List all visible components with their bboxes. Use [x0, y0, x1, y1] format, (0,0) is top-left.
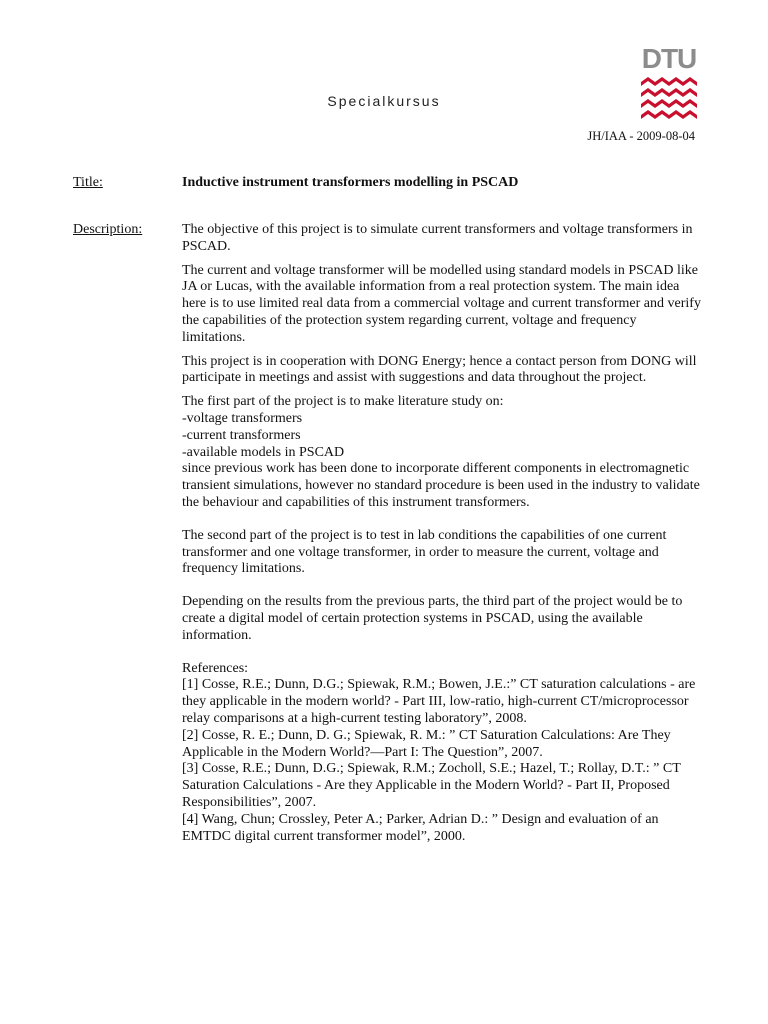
references-heading: References: [182, 660, 249, 676]
second-part-paragraph: The second part of the project is to test in lab conditions the capabilities of one current transformer and one voltage transformer, in order to measure the current, voltage and frequency limitations. [182, 527, 667, 577]
description-paragraph: The objective of this project is to simulate current transformers and voltage transformers in PSCAD. [182, 222, 693, 254]
reference-item: [1] Cosse, R.E.; Dunn, D.G.; Spiewak, R.M.; Bowen, J.E.:” CT saturation calculations - are they applicable in the modern world? - Part III, low-ratio, high-current CT/microprocessor relay comparisons at a high-current testing laboratory”, 2008. [182, 677, 696, 726]
references-block [182, 661, 702, 846]
reference-item: [2] Cosse, R. E.; Dunn, D. G.; Spiewak, R. M.: ” CT Saturation Calculations: Are They Applicable in the Modern World?—Part I: The Question”, 2007. [182, 727, 671, 760]
course-heading: Specialkursus [327, 93, 441, 109]
dtu-logo-text: DTU [641, 43, 697, 74]
reference-item: [3] Cosse, R.E.; Dunn, D.G.; Spiewak, R.M.; Zocholl, S.E.; Hazel, T.; Rollay, D.T.: ” CT Saturation Calculations - Are they Applicable in the Modern World? - Part II, Proposed Responsibilities”, 2007. [182, 761, 681, 810]
third-part-paragraph: Depending on the results from the previous parts, the third part of the project would be to create a digital model of certain protection systems in PSCAD, using the available information. [182, 594, 683, 643]
literature-item: -available models in PSCAD [182, 444, 345, 460]
title-label: Title: [73, 175, 103, 190]
literature-note: since previous work has been done to incorporate different components in electromagnetic transient simulations, however no standard procedure is been used in the industry to validate the behaviour and capabilities of this instrument transformers. [182, 461, 700, 510]
literature-item: -voltage transformers [182, 410, 303, 426]
reference-item: [4] Wang, Chun; Crossley, Peter A.; Parker, Adrian D.: ” Design and evaluation of an EMTDC digital current transformer model”, 2000. [182, 811, 659, 844]
document-reference: JH/IAA - 2009-08-04 [587, 129, 695, 143]
literature-intro: The first part of the project is to make literature study on: [182, 394, 504, 410]
description-label: Description: [73, 222, 143, 237]
dtu-logo [641, 44, 697, 120]
description-body [182, 222, 702, 852]
literature-item: -current transformers [182, 427, 301, 443]
dtu-wave-emblem [641, 77, 697, 119]
project-title: Inductive instrument transformers modelling in PSCAD [182, 175, 519, 190]
description-paragraph: The current and voltage transformer will be modelled using standard models in PSCAD like JA or Lucas, with the available information from a real protection system. The main idea here is to use limited real data from a commercial voltage and current transformer and verify the capabilities of the protection system regarding current, voltage and frequency limitations. [182, 262, 701, 345]
literature-block [182, 394, 702, 512]
description-paragraph: This project is in cooperation with DONG Energy; hence a contact person from DONG will participate in meetings and assist with suggestions and data throughout the project. [182, 353, 697, 386]
